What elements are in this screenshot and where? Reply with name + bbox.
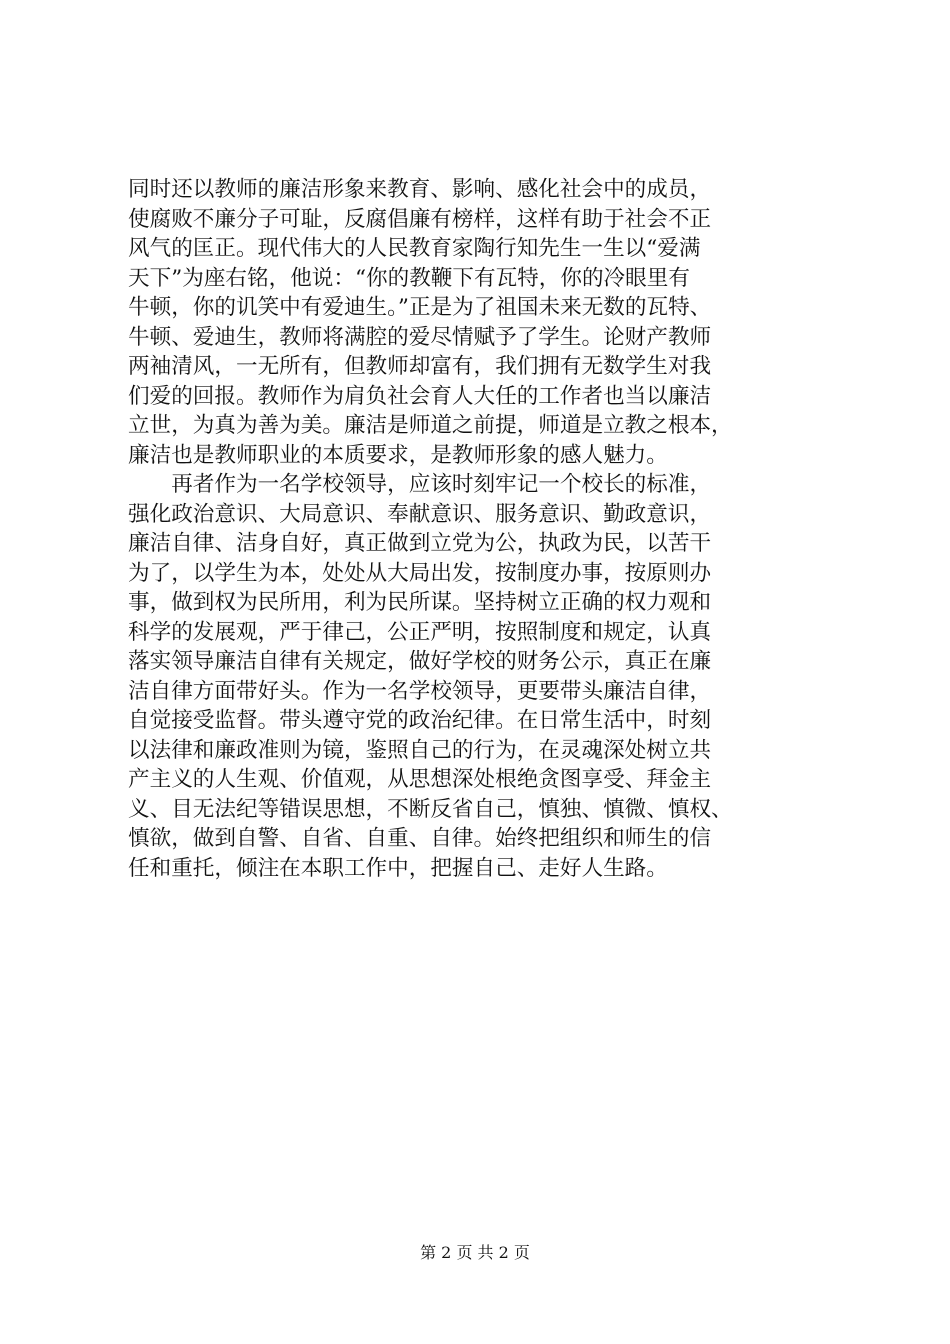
text-line: 立世，为真为善为美。廉洁是师道之前提，师道是立教之根本，	[128, 413, 733, 438]
text-line: 同时还以教师的廉洁形象来教育、影响、感化社会中的成员，	[128, 177, 712, 202]
text-line: 以法律和廉政准则为镜，鉴照自己的行为，在灵魂深处树立共	[128, 737, 712, 763]
text-line: 牛顿，你的讥笑中有爱迪生。”正是为了祖国未来无数的瓦特、	[128, 295, 712, 320]
text-line: 天下”为座右铭，他说：“你的教鞭下有瓦特，你的冷眼里有	[128, 265, 690, 291]
text-line: 落实领导廉洁自律有关规定，做好学校的财务公示，真正在廉	[128, 649, 712, 674]
text-line: 廉洁自律、洁身自好，真正做到立党为公，执政为民，以苦干	[128, 531, 712, 556]
text-line: 牛顿、爱迪生，教师将满腔的爱尽情赋予了学生。论财产教师	[128, 324, 712, 350]
text-line: 义、目无法纪等错误思想，不断反省自己，慎独、慎微、慎权、	[128, 796, 733, 822]
text-line: 为了，以学生为本，处处从大局出发，按制度办事，按原则办	[128, 560, 712, 586]
text-line: 两袖清风，一无所有，但教师却富有，我们拥有无数学生对我	[128, 354, 712, 379]
page-number-footer: 第 2 页 共 2 页	[420, 1243, 530, 1262]
text-line: 再者作为一名学校领导，应该时刻牢记一个校长的标准，	[128, 472, 712, 497]
text-line: 风气的匡正。现代伟大的人民教育家陶行知先生一生以“爱满	[128, 236, 701, 261]
text-line: 产主义的人生观、价值观，从思想深处根绝贪图享受、拜金主	[128, 767, 712, 792]
text-line: 强化政治意识、大局意识、奉献意识、服务意识、勤政意识，	[128, 501, 712, 527]
body-text	[128, 175, 828, 883]
text-line: 慎欲，做到自警、自省、自重、自律。始终把组织和师生的信	[128, 826, 712, 851]
text-line: 任和重托，倾注在本职工作中，把握自己、走好人生路。	[128, 855, 668, 881]
text-line: 洁自律方面带好头。作为一名学校领导，更要带头廉洁自律，	[128, 678, 712, 704]
text-line: 使腐败不廉分子可耻，反腐倡廉有榜样，这样有助于社会不正	[128, 206, 712, 232]
text-line: 们爱的回报。教师作为肩负社会育人大任的工作者也当以廉洁	[128, 383, 712, 409]
text-line: 事，做到权为民所用，利为民所谋。坚持树立正确的权力观和	[128, 590, 712, 615]
text-line: 自觉接受监督。带头遵守党的政治纪律。在日常生活中，时刻	[128, 708, 712, 733]
text-line: 科学的发展观，严于律己，公正严明，按照制度和规定，认真	[128, 619, 712, 645]
text-line: 廉洁也是教师职业的本质要求，是教师形象的感人魅力。	[128, 442, 668, 468]
